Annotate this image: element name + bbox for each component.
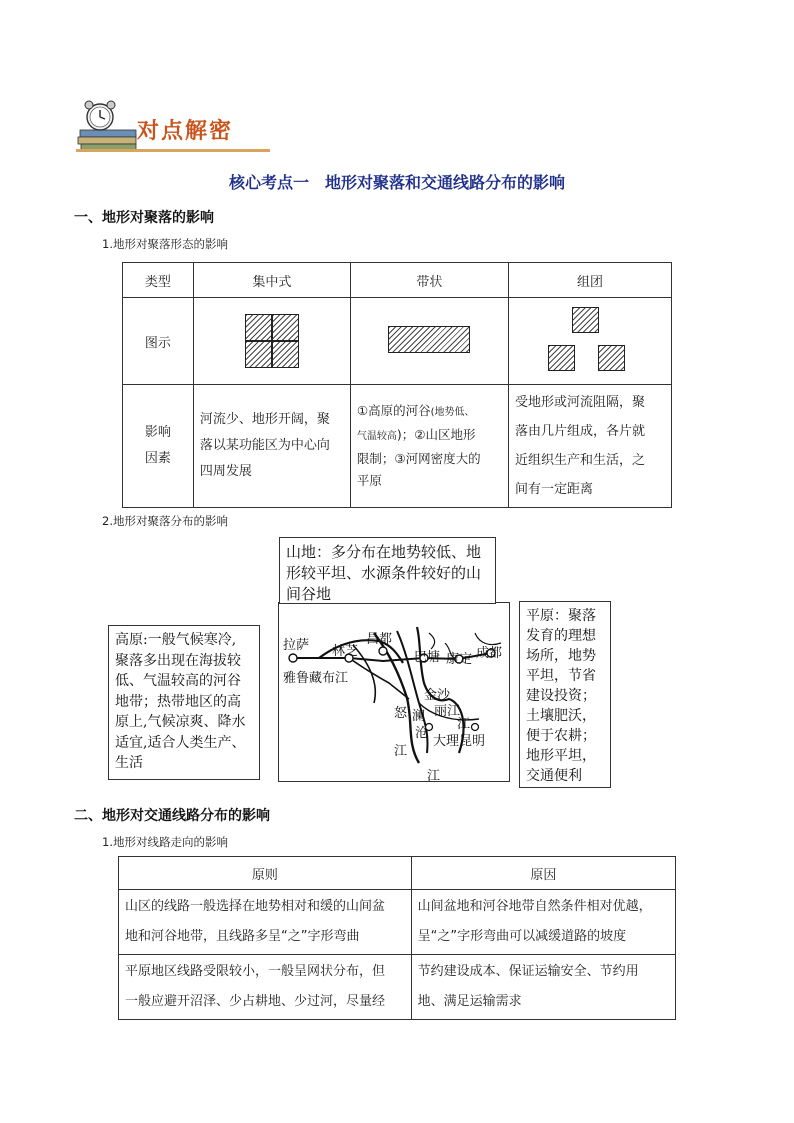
- text-line: 土壤肥沃，: [526, 708, 596, 724]
- text-span: )；②山区地形: [396, 427, 476, 442]
- principle-cell: [119, 955, 412, 1020]
- text-line: 节约建设成本、保证运输安全、节约用: [417, 964, 639, 979]
- text-line: 地、满足运输需求: [417, 994, 522, 1009]
- text-line: 四周发展: [199, 464, 252, 479]
- text-line: 受地形或河流阻隔，聚: [514, 395, 645, 410]
- text-line: 低、气温较高的河谷: [115, 673, 241, 689]
- band-diagram: [350, 298, 508, 385]
- text-line: 河流少、地形开阔，聚: [199, 412, 330, 427]
- text-line: 聚落多出现在海拔较: [115, 652, 241, 669]
- text-span-small: 气温较高: [356, 431, 397, 442]
- factor-cluster: [508, 385, 671, 508]
- principle-cell: [119, 890, 412, 955]
- section2-heading: 二、地形对交通线路分布的影响: [74, 808, 270, 824]
- text-line: 便于农耕；: [526, 728, 596, 744]
- hatch-block: [245, 314, 272, 341]
- place-dali-kunming: 大理昆明: [433, 734, 486, 749]
- text-line: 场所，地势: [526, 648, 596, 664]
- hatch-block: [245, 341, 272, 368]
- factor-label-1: 影响: [144, 425, 171, 440]
- text-line: 生活: [115, 755, 143, 771]
- hatch-block: [388, 326, 470, 353]
- table-row: [119, 890, 676, 955]
- reason-cell: [411, 890, 675, 955]
- row-label-illustration: 图示: [123, 298, 194, 385]
- text-line: 落以某功能区为中心向: [199, 438, 330, 453]
- text-line: 形较平坦、水源条件较好的山: [286, 564, 482, 582]
- text-span: ①高原的河谷: [356, 403, 431, 418]
- row-label-factors: [123, 385, 194, 508]
- hatch-block: [272, 341, 299, 368]
- banner-underline: [76, 149, 270, 152]
- text-line: 交通便利: [526, 768, 582, 784]
- reason-cell: [411, 955, 675, 1020]
- text-line: 限制；③河网密度大的: [356, 451, 481, 466]
- text-line: 原上,气候凉爽、降水: [115, 714, 246, 730]
- place-lhasa: 拉萨: [283, 638, 310, 653]
- city-dot: [379, 647, 387, 655]
- banner-title: 对点解密: [137, 118, 234, 144]
- route-direction-table: [118, 856, 676, 1020]
- text-line: 平原：聚落: [526, 608, 596, 624]
- text-line: 间谷地: [286, 585, 332, 603]
- river-cang: 沧: [415, 726, 429, 741]
- text-line: 山地：多分布在地势较低、地: [286, 543, 482, 561]
- text-line: 建设投资；: [526, 688, 596, 704]
- place-nyingchi: 林芝: [332, 644, 359, 659]
- text-line: 适宜,适合人类生产、: [115, 734, 246, 751]
- hatch-block: [548, 345, 575, 371]
- text-line: 高原:一般气候寒冷,: [115, 632, 237, 648]
- header-concentrated: 集中式: [193, 263, 350, 298]
- river-nu: 怒: [394, 706, 408, 721]
- place-lijiang: 丽江: [434, 704, 461, 719]
- hatch-block: [272, 314, 299, 341]
- concentrated-diagram: [193, 298, 350, 385]
- river-jiang-1: 江: [394, 744, 408, 759]
- alarm-clock-books-icon: [74, 100, 140, 152]
- callout-plain: [519, 601, 611, 788]
- header-band: 带状: [350, 263, 508, 298]
- text-line: 一般应避开沼泽、少占耕地、少过河，尽量经: [125, 994, 386, 1009]
- settlement-form-table: [122, 262, 672, 508]
- table-row-factors: [123, 385, 672, 508]
- text-line: 地和河谷地带，且线路多呈“之”字形弯曲: [125, 929, 360, 944]
- table-row: [119, 955, 676, 1020]
- text-line: 平原: [356, 473, 382, 488]
- header-type: 类型: [123, 263, 194, 298]
- river-lan: 澜: [412, 709, 426, 724]
- river-jiang-3: 江: [457, 717, 471, 732]
- section1-heading: 一、地形对聚落的影响: [74, 210, 214, 226]
- text-line: 落由几片组成，各片就: [514, 424, 645, 439]
- river-jinsha: 金沙: [424, 688, 451, 703]
- place-chengdu: 成都: [476, 646, 503, 661]
- text-line: 山间盆地和河谷地带自然条件相对优越，: [417, 899, 652, 914]
- text-line: 发育的理想: [526, 628, 596, 644]
- section1-sub1: 1.地形对聚落形态的影响: [102, 237, 228, 251]
- text-line: [357, 424, 502, 448]
- city-dot: [289, 654, 297, 662]
- text-line: 近组织生产和生活，之: [514, 453, 645, 468]
- section2-sub1: 1.地形对线路走向的影响: [102, 835, 228, 849]
- text-line: 地形平坦，: [526, 748, 596, 764]
- callout-plateau: [108, 625, 260, 780]
- header-reason: 原因: [411, 857, 675, 890]
- table-header-row: [119, 857, 676, 890]
- cluster-diagram: [508, 298, 671, 385]
- place-kangding: 康定: [446, 652, 473, 667]
- table-row-illustration: [123, 298, 672, 385]
- river-jiang-2: 江: [427, 769, 441, 784]
- table-header-row: [123, 263, 672, 298]
- factor-label-2: 因素: [144, 451, 171, 466]
- factor-concentrated: [193, 385, 350, 508]
- place-changdu: 昌都: [366, 632, 393, 647]
- text-line: [357, 400, 502, 424]
- text-line: 平原地区线路受限较小，一般呈网状分布，但: [125, 964, 386, 979]
- hatch-block: [572, 307, 599, 333]
- hatch-block: [598, 345, 625, 371]
- text-line: 山区的线路一般选择在地势相对和缓的山间盆: [125, 899, 386, 914]
- header-cluster: 组团: [508, 263, 671, 298]
- header-principle: 原则: [119, 857, 412, 890]
- text-line: 地带；热带地区的高: [115, 693, 241, 710]
- place-yarlung: 雅鲁藏布江: [283, 671, 349, 686]
- factor-band: [350, 385, 508, 508]
- text-span-small: (地势低、: [430, 407, 475, 418]
- text-line: 平坦，节省: [526, 668, 596, 684]
- place-batang: 巴塘: [414, 650, 441, 665]
- text-line: 呈“之”字形弯曲可以减缓道路的坡度: [417, 929, 627, 944]
- callout-mountain: [279, 537, 496, 604]
- section1-sub2: 2.地形对聚落分布的影响: [102, 514, 228, 528]
- page-title: 核心考点一 地形对聚落和交通线路分布的影响: [228, 173, 565, 192]
- text-line: 间有一定距离: [514, 482, 593, 497]
